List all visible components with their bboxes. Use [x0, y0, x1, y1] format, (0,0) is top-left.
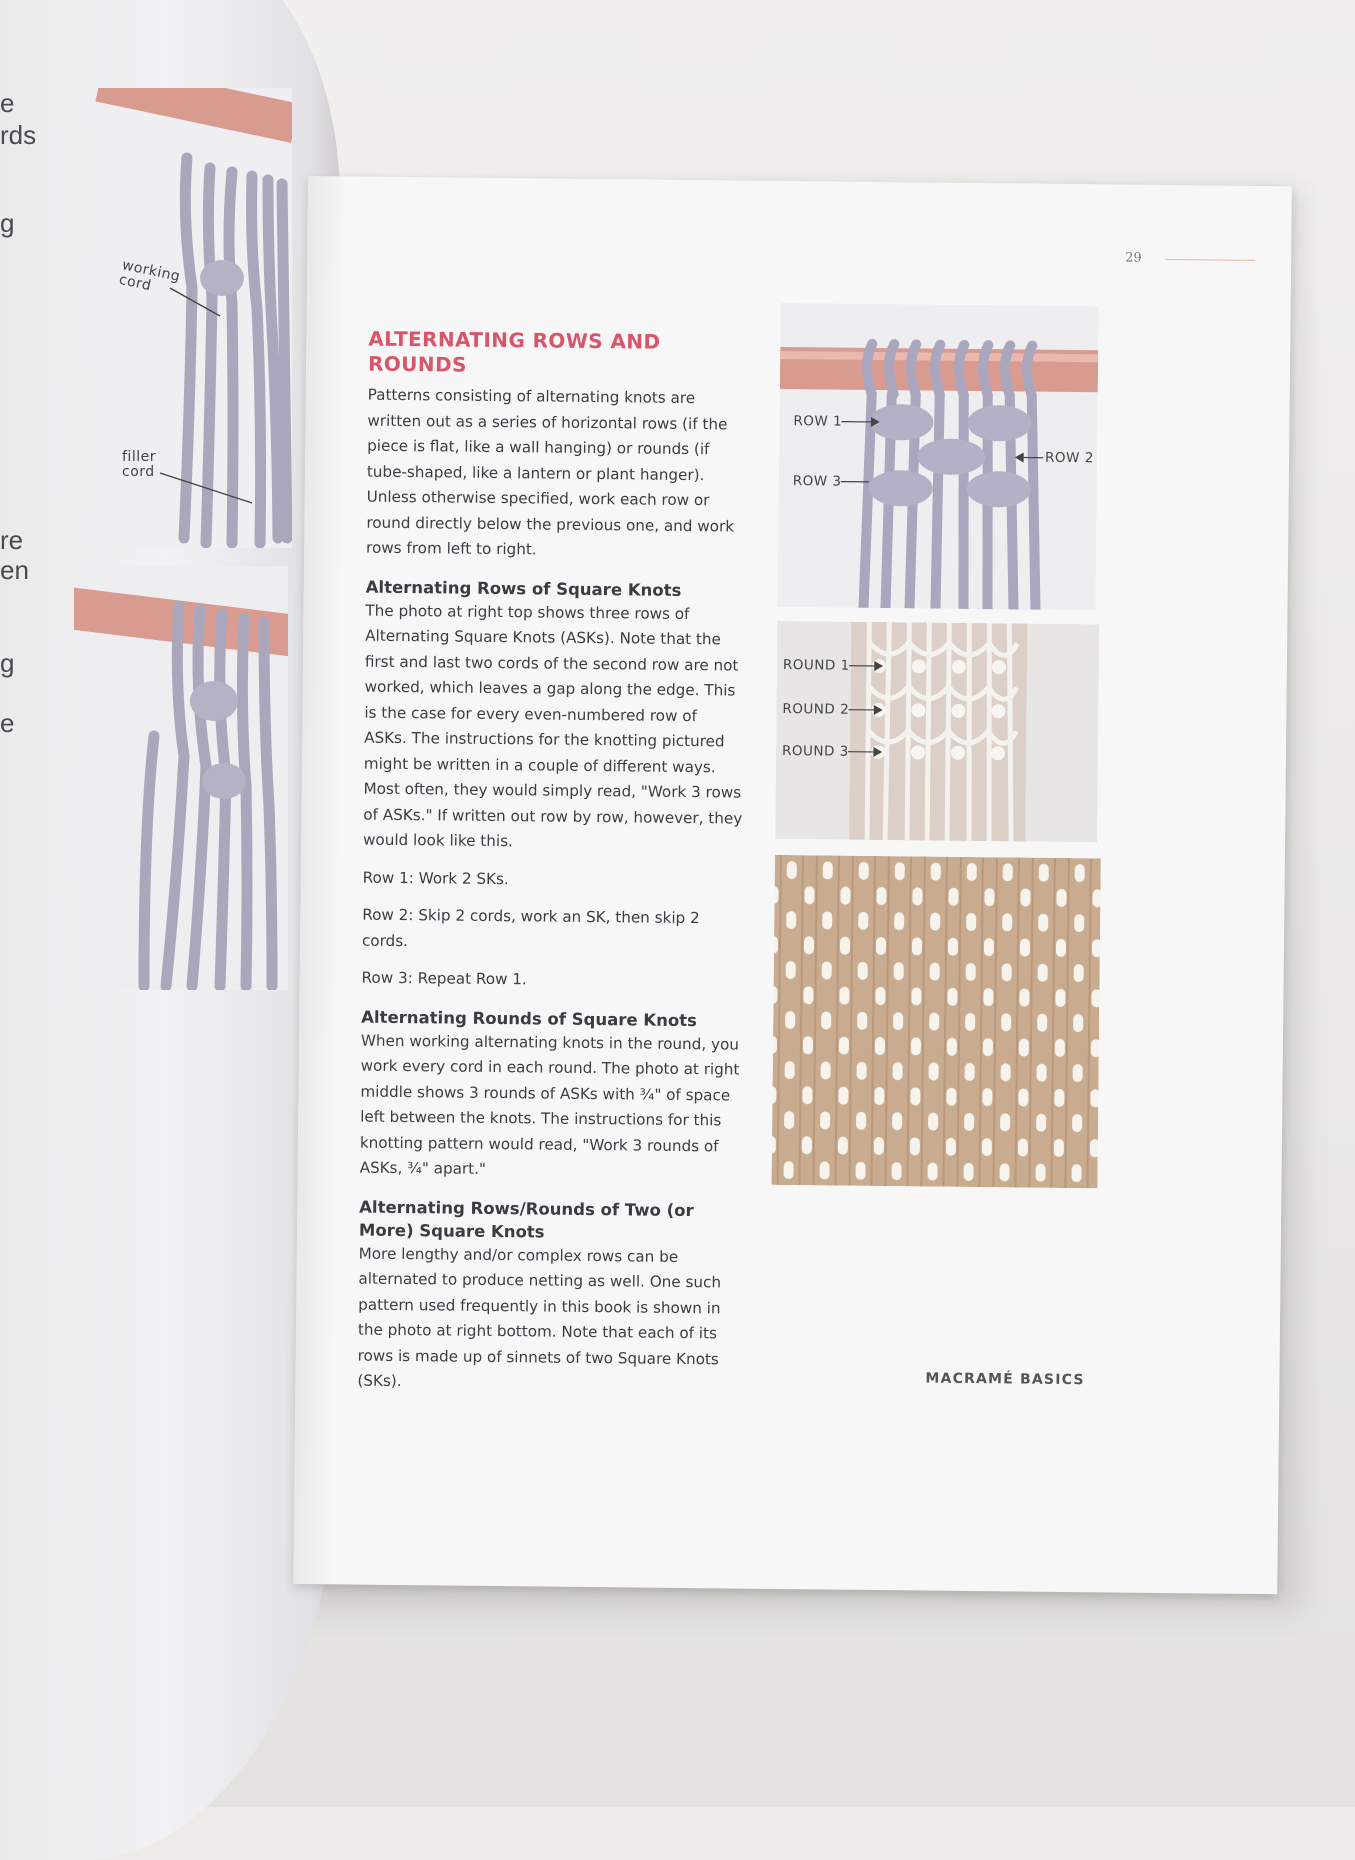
- rounds-paragraph: When working alternating knots in the round, you work every cord in each round. The photo at right middle shows 3 rounds of ASKs with ¾" of space left between the knots. The instructions for this knotting pattern would read, "Work 3 rounds of ASKs, ¾" apart.": [359, 1028, 741, 1185]
- working-cord-label: working cord: [118, 258, 183, 300]
- left-page-text-fragment: e: [0, 88, 14, 119]
- left-page-text-fragment: g: [0, 208, 14, 239]
- round2-label: ROUND 2: [782, 701, 849, 718]
- filler-cord-label: filler cord: [122, 450, 168, 480]
- page-number-rule: [1165, 259, 1255, 261]
- row2-label: ROW 2: [1045, 450, 1094, 467]
- row2-instruction: Row 2: Skip 2 cords, work an SK, then skip 2 cords.: [362, 903, 743, 958]
- row3-instruction: Row 3: Repeat Row 1.: [361, 966, 741, 995]
- right-page: [293, 176, 1292, 1594]
- running-footer: MACRAMÉ BASICS: [925, 1371, 1084, 1389]
- rounds-photo-illustration: [775, 621, 1099, 842]
- left-page-text-fragment: e: [0, 708, 14, 739]
- photo-jute-netting: [771, 855, 1100, 1188]
- netting-photo-illustration: [771, 855, 1100, 1188]
- left-page-text-fragment: rds: [0, 120, 36, 151]
- intro-paragraph: Patterns consisting of alternating knots are written out as a series of horizontal rows (if the piece is flat, like a wall hanging) or rounds (if tube-shaped, like a lantern or plant hanger). Unless otherwise specified, work each row or round directly below the previous one, and work rows from left to right.: [366, 383, 748, 565]
- rounds-heading: Alternating Rounds of Square Knots: [361, 1005, 741, 1032]
- left-page-text-fragment: en: [0, 555, 29, 586]
- left-page-text-fragment: re: [0, 525, 23, 556]
- left-photo-bottom-illustration: [74, 566, 288, 990]
- text-column: [357, 327, 748, 1410]
- row3-label: ROW 3: [793, 473, 842, 490]
- left-photo-top: [92, 88, 292, 548]
- round3-label: ROUND 3: [782, 743, 849, 760]
- left-photo-bottom: [74, 566, 288, 990]
- rows-paragraph: The photo at right top shows three rows of Alternating Square Knots (ASKs). Note that the first and last two cords of the second row are not worked, which leaves a gap along the edge. This is the case for every even-numbered row of ASKs. The instructions for the knotting pictured might be written in a couple of different ways. Most often, they would simply read, "Work 3 rows of ASKs." If written out row by row, however, they would look like this.: [363, 598, 746, 857]
- multi-paragraph: More lengthy and/or complex rows can be alternated to produce netting as well. One such pattern used frequently in this book is shown in the photo at right bottom. Note that each of its rows is made up of sinnets of two Square Knots (SKs).: [357, 1241, 739, 1398]
- page-number: 29: [1125, 251, 1142, 266]
- photo-rounds-of-square-knots: [775, 621, 1099, 842]
- rows-heading: Alternating Rows of Square Knots: [366, 575, 746, 602]
- multi-heading: Alternating Rows/Rounds of Two (or More) Square Knots: [359, 1195, 739, 1245]
- row1-label: ROW 1: [793, 413, 842, 430]
- round1-label: ROUND 1: [783, 657, 850, 674]
- left-page-text-fragment: g: [0, 648, 14, 679]
- photo-rows-of-square-knots: [778, 303, 1099, 610]
- row1-instruction: Row 1: Work 2 SKs.: [363, 865, 743, 894]
- section-title: ALTERNATING ROWS AND ROUNDS: [368, 327, 749, 381]
